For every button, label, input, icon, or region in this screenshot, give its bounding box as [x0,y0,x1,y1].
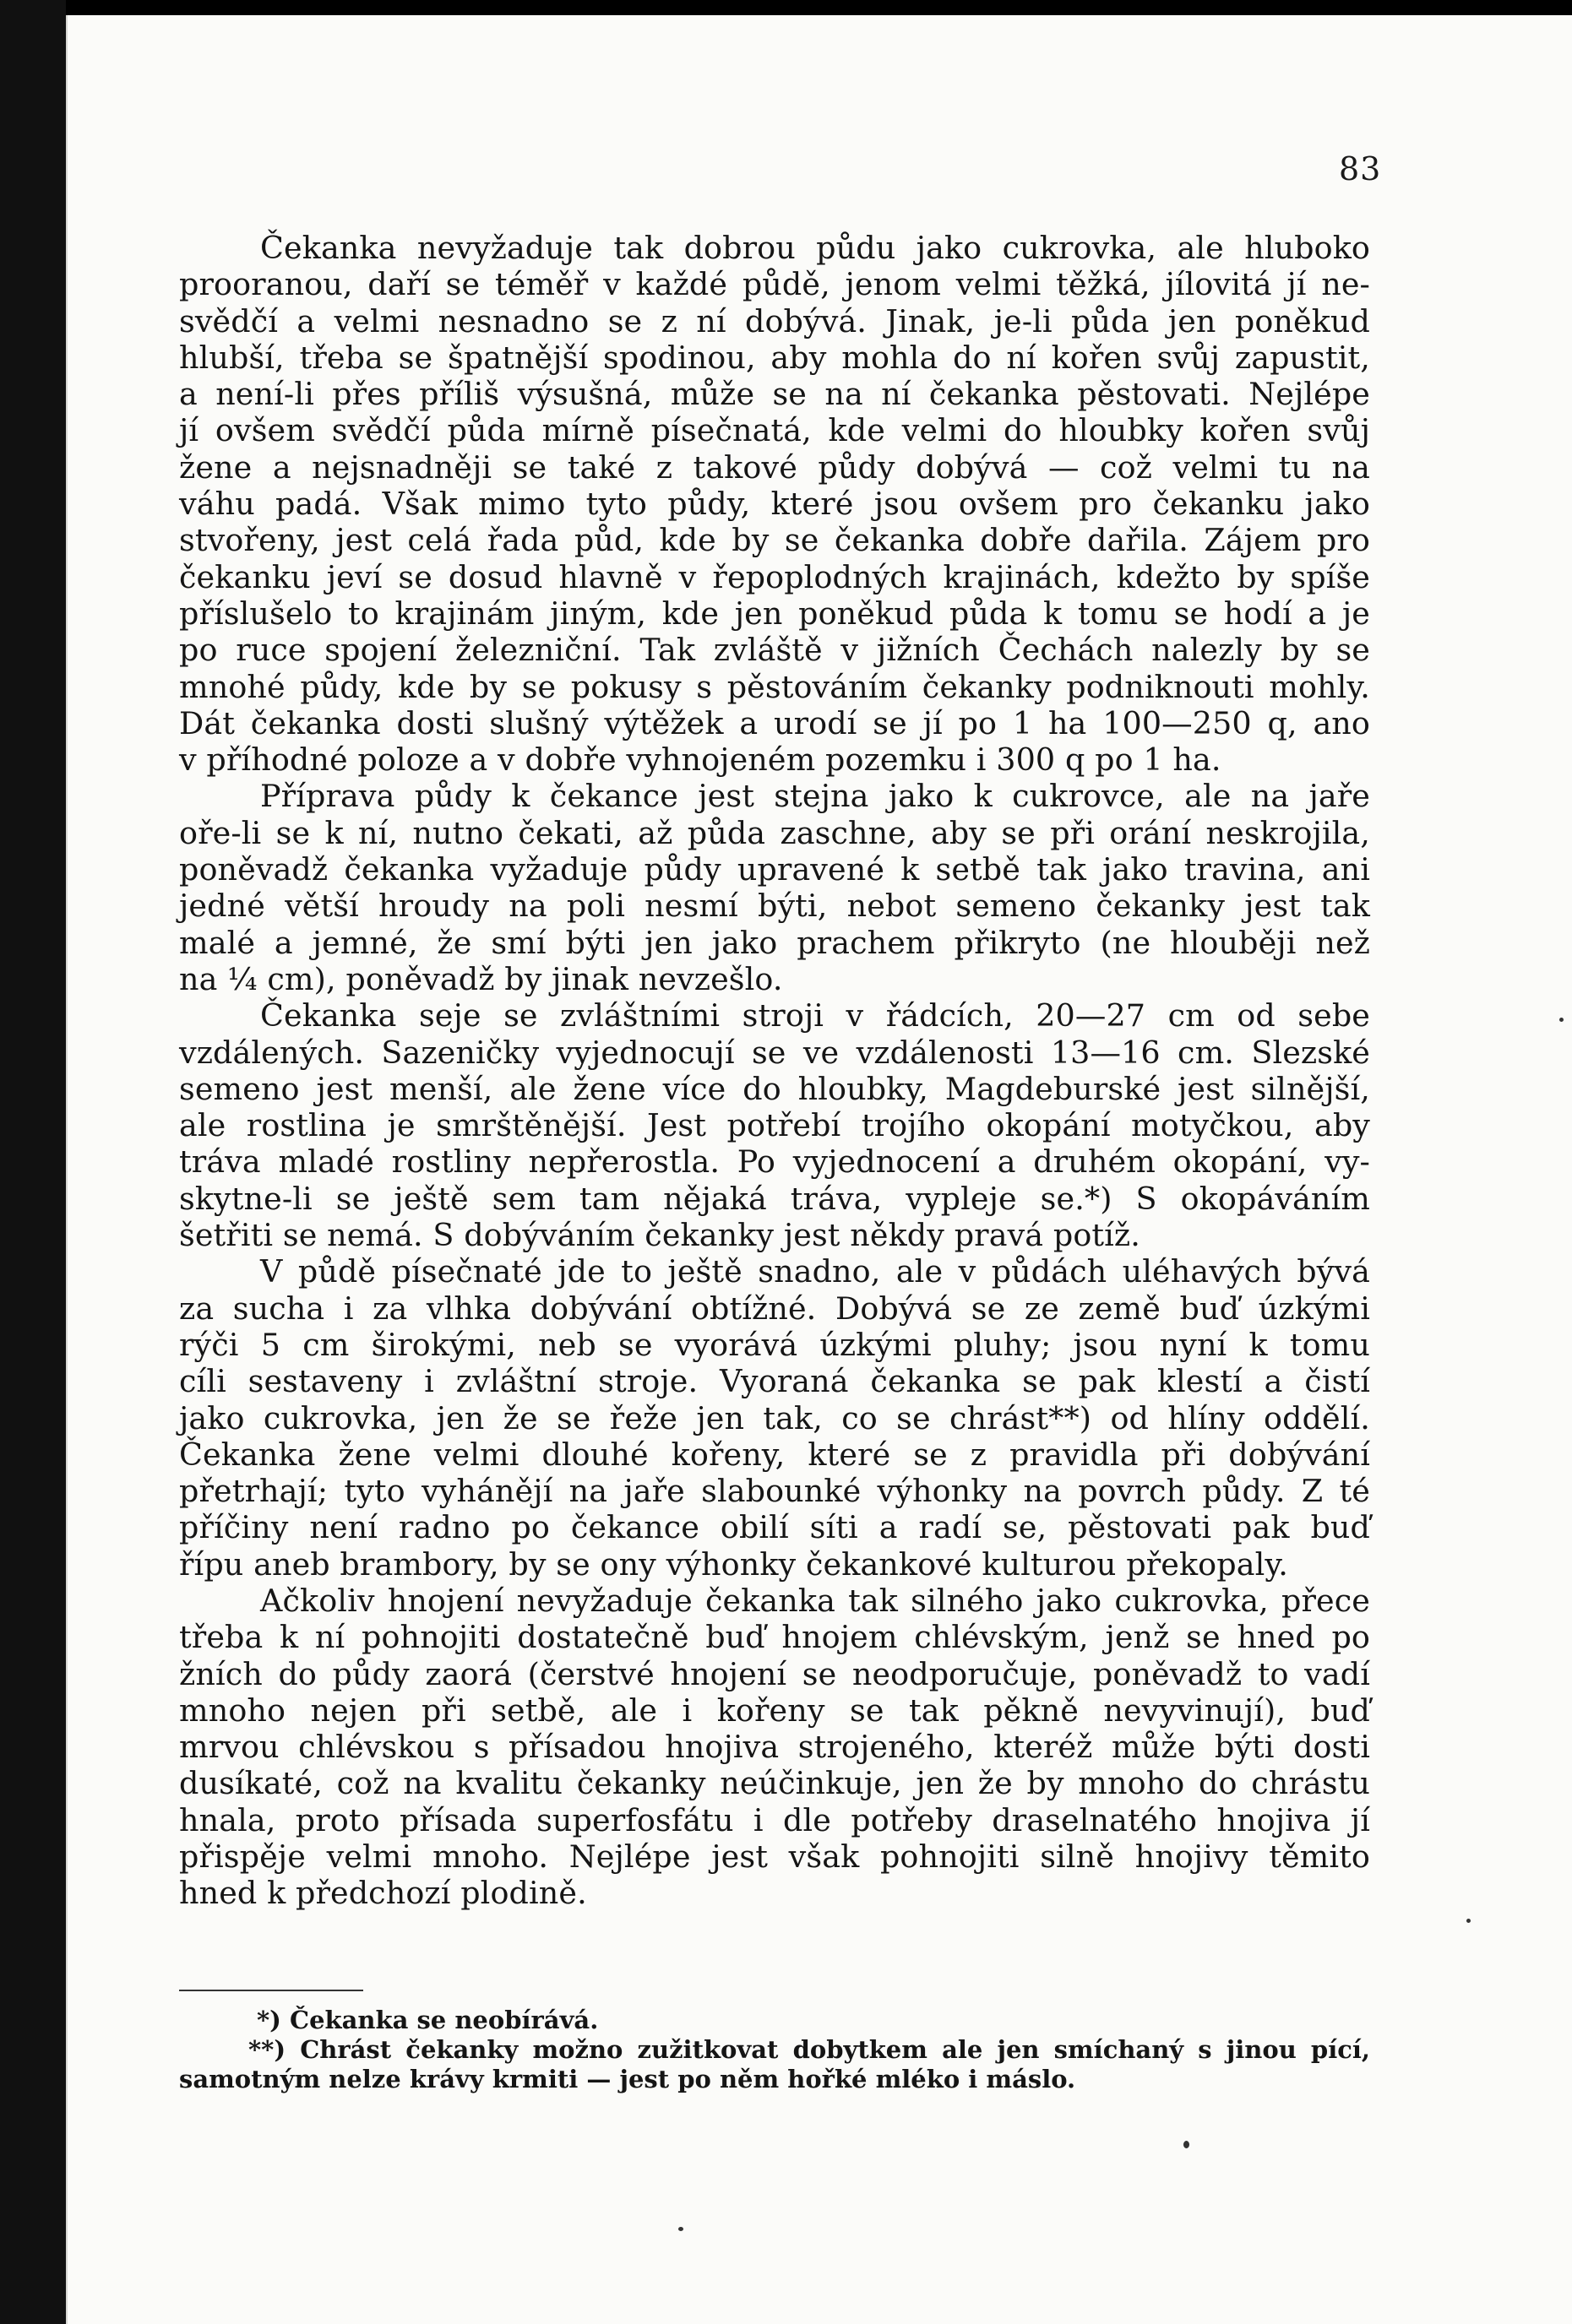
text-line: řípu aneb brambory, by se ony výhonky čekankové kulturou překopaly. [179,1545,1288,1583]
text-line: příslušelo to krajinám jiným, kde jen poněkud půda k tomu se hodí a je [179,595,1370,632]
text-line: V půdě písečnaté jde to ještě snadno, ale v půdách uléhavých bývá [260,1253,1370,1290]
footnote-rule [179,1990,363,1991]
text-line: Příprava půdy k čekance jest stejna jako k cukrovce, ale na jaře [260,778,1370,815]
text-line: prooranou, daří se téměř v každé půdě, jenom velmi těžká, jílovitá jí ne- [179,266,1370,303]
text-line: stvořeny, jest celá řada půd, kde by se čekanka dobře dařila. Zájem pro [179,522,1370,559]
speck [1183,2141,1189,2148]
text-line: dusíkaté, což na kvalitu čekanky neúčinkuje, jen že by mnoho do chrástu [179,1765,1370,1802]
text-line: semeno jest menší, ale žene více do hloubky, Magdeburské jest silnější, [179,1070,1370,1107]
text-line: za sucha i za vlhka dobývání obtížné. Dobývá se ze země buď úzkými [179,1290,1370,1327]
text-line: Čekanka žene velmi dlouhé kořeny, které se z pravidla při dobývání [179,1436,1370,1473]
text-line: žene a nejsnadněji se také z takové půdy dobývá — což velmi tu na [179,448,1370,486]
text-line: oře-li se k ní, nutno čekati, až půda zaschne, aby se při orání neskrojila, [179,814,1370,851]
text-line: a není-li přes příliš výsušná, může se na ní čekanka pěstovati. Nejlépe [179,376,1370,413]
text-line: v příhodné poloze a v dobře vyhnojeném pozemku i 300 q po 1 ha. [179,741,1221,779]
speck [1466,1919,1471,1923]
text-line: jí ovšem svědčí půda mírně písečnatá, kde velmi do hloubky kořen svůj [179,412,1370,449]
text-line: hlubší, třeba se špatnější spodinou, aby mohla do ní kořen svůj zapustit, [179,339,1370,376]
text-line: třeba k ní pohnojiti dostatečně buď hnojem chlévským, jenž se hned po [179,1619,1370,1656]
speck [1559,1018,1564,1022]
speck [678,2227,683,2231]
footnotes [179,2006,1370,2094]
text-line: ale rostlina je smrštěnější. Jest potřebí trojího okopání motyčkou, aby [179,1107,1370,1144]
text-line: mnohé půdy, kde by se pokusy s pěstováním čekanky podniknouti mohly. [179,668,1370,705]
text-line: šetřiti se nemá. S dobýváním čekanky jest někdy pravá potíž. [179,1217,1140,1254]
footnote-line: **) Chrást čekanky možno zužitkovat dobytkem ale jen smíchaný s jinou pící, [248,2035,1370,2064]
text-line: vzdálených. Sazeničky vyjednocují se ve vzdálenosti 13—16 cm. Slezské [179,1034,1370,1071]
text-line: Čekanka nevyžaduje tak dobrou půdu jako cukrovka, ale hluboko [260,230,1370,266]
text-line: jako cukrovka, jen že se řeže jen tak, co se chrást**) od hlíny oddělí. [179,1399,1370,1436]
text-line: žních do půdy zaorá (čerstvé hnojení se neodporučuje, poněvadž to vadí [179,1655,1370,1692]
body-text [179,230,1370,1912]
text-line: mnoho nejen při setbě, ale i kořeny se tak pěkně nevyvinují), buď [179,1691,1370,1729]
text-line: hned k předchozí plodině. [179,1875,587,1912]
footnote-line: samotným nelze krávy krmiti — jest po něm hořké mléko i máslo. [179,2065,1076,2093]
text-line: po ruce spojení železniční. Tak zvláště v jižních Čechách nalezly by se [179,632,1370,669]
text-line: příčiny není radno po čekance obilí síti a radí se, pěstovati pak buď [179,1509,1370,1546]
text-line: tráva mladé rostliny nepřerostla. Po vyjednocení a druhém okopání, vy- [179,1143,1370,1181]
page-number: 83 [1339,150,1382,187]
text-line: čekanku jeví se dosud hlavně v řepoplodných krajinách, kdežto by spíše [179,558,1370,595]
text-line: jedné větší hroudy na poli nesmí býti, nebot semeno čekanky jest tak [179,888,1370,925]
text-line: Ačkoliv hnojení nevyžaduje čekanka tak silného jako cukrovka, přece [260,1582,1370,1619]
text-line: rýči 5 cm širokými, neb se vyorává úzkými pluhy; jsou nyní k tomu [179,1326,1370,1363]
text-line: malé a jemné, že smí býti jen jako prachem přikryto (ne hlouběji než [179,924,1370,961]
text-line: hnala, proto přísada superfosfátu i dle potřeby draselnatého hnojiva jí [179,1801,1370,1838]
text-line: poněvadž čekanka vyžaduje půdy upravené k setbě tak jako travina, ani [179,851,1370,888]
text-line: svědčí a velmi nesnadno se z ní dobývá. Jinak, je-li půda jen poněkud [179,302,1370,339]
text-line: váhu padá. Však mimo tyto půdy, které jsou ovšem pro čekanku jako [179,486,1370,523]
text-line: přispěje velmi mnoho. Nejlépe jest však pohnojiti silně hnojivy těmito [179,1838,1370,1876]
text-line: přetrhají; tyto vyhánějí na jaře slabounké výhonky na povrch půdy. Z té [179,1473,1370,1510]
text-line: mrvou chlévskou s přísadou hnojiva strojeného, kteréž může býti dosti [179,1729,1370,1766]
text-line: Čekanka seje se zvláštními stroji v řádcích, 20—27 cm od sebe [260,997,1370,1034]
scan-border [0,0,66,2324]
footnote-line: *) Čekanka se neobírává. [257,2006,599,2034]
text-line: cíli sestaveny i zvláštní stroje. Vyoraná čekanka se pak klestí a čistí [179,1363,1370,1400]
text-line: na ¼ cm), poněvadž by jinak nevzešlo. [179,960,783,997]
text-line: skytne-li se ještě sem tam nějaká tráva, vypleje se.*) S okopáváním [179,1180,1370,1217]
text-line: Dát čekanka dosti slušný výtěžek a urodí se jí po 1 ha 100—250 q, ano [179,704,1370,741]
